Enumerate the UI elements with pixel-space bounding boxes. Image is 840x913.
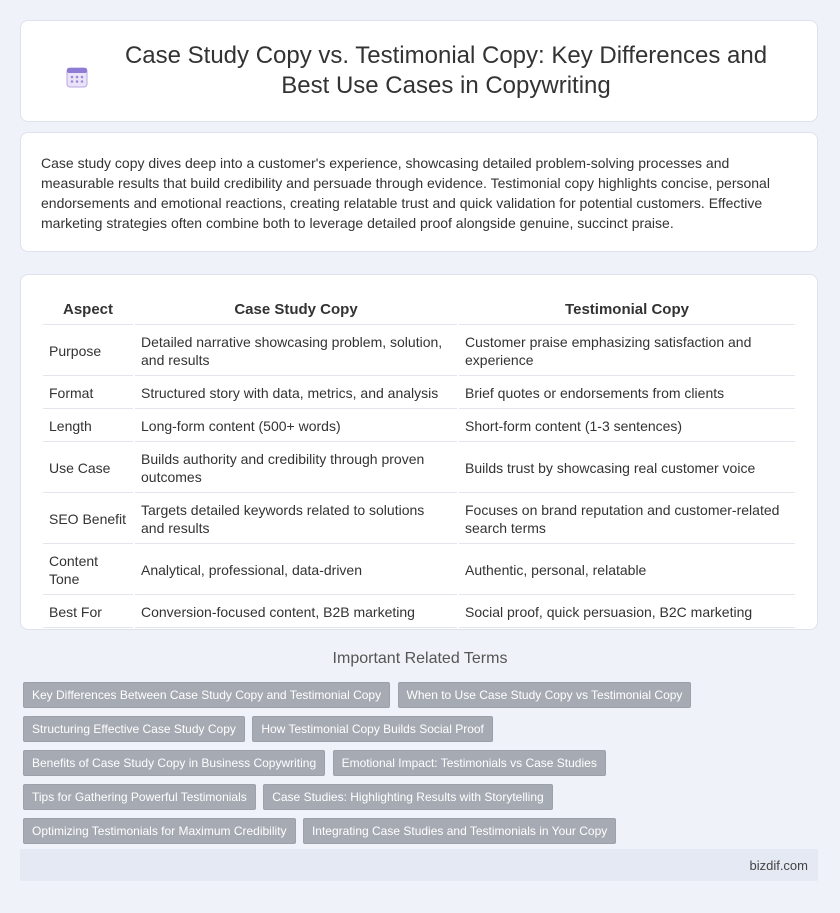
cell-testimonial: Builds trust by showcasing real customer voice (459, 444, 795, 493)
related-tags (23, 682, 803, 852)
comparison-card (20, 274, 818, 630)
table-row (43, 411, 795, 442)
header-testimonial: Testimonial Copy (459, 295, 795, 325)
cell-testimonial: Social proof, quick persuasion, B2C marketing (459, 597, 795, 628)
cell-testimonial: Brief quotes or endorsements from clients (459, 378, 795, 409)
table-row (43, 546, 795, 595)
intro-card (20, 132, 818, 252)
cell-case-study: Builds authority and credibility through proven outcomes (135, 444, 457, 493)
comparison-table (41, 293, 797, 630)
related-tag[interactable]: Case Studies: Highlighting Results with Storytelling (263, 784, 552, 810)
cell-case-study: Targets detailed keywords related to solutions and results (135, 495, 457, 544)
cell-testimonial: Authentic, personal, relatable (459, 546, 795, 595)
title-card (20, 20, 818, 122)
cell-aspect: Length (43, 411, 133, 442)
cell-testimonial: Short-form content (1-3 sentences) (459, 411, 795, 442)
table-row (43, 327, 795, 376)
related-tag[interactable]: Key Differences Between Case Study Copy and Testimonial Copy (23, 682, 390, 708)
table-row (43, 378, 795, 409)
related-tag[interactable]: Structuring Effective Case Study Copy (23, 716, 245, 742)
table-row (43, 597, 795, 628)
cell-aspect: Format (43, 378, 133, 409)
cell-case-study: Analytical, professional, data-driven (135, 546, 457, 595)
footer-site[interactable]: bizdif.com (749, 858, 808, 873)
cell-case-study: Long-form content (500+ words) (135, 411, 457, 442)
table-row (43, 444, 795, 493)
header-aspect: Aspect (43, 295, 133, 325)
related-terms-title: Important Related Terms (332, 650, 508, 667)
related-tag[interactable]: Optimizing Testimonials for Maximum Credibility (23, 818, 296, 844)
table-row (43, 495, 795, 544)
related-tag[interactable]: Benefits of Case Study Copy in Business Copywriting (23, 750, 325, 776)
related-tag[interactable]: Integrating Case Studies and Testimonials in Your Copy (303, 818, 616, 844)
cell-aspect: Content Tone (43, 546, 133, 595)
footer (20, 849, 818, 881)
cell-aspect: SEO Benefit (43, 495, 133, 544)
related-tag[interactable]: Emotional Impact: Testimonials vs Case Studies (333, 750, 606, 776)
cell-testimonial: Focuses on brand reputation and customer-related search terms (459, 495, 795, 544)
cell-case-study: Structured story with data, metrics, and analysis (135, 378, 457, 409)
cell-aspect: Use Case (43, 444, 133, 493)
related-tag[interactable]: Tips for Gathering Powerful Testimonials (23, 784, 256, 810)
related-tag[interactable]: When to Use Case Study Copy vs Testimonial Copy (398, 682, 692, 708)
table-header-row (43, 295, 795, 325)
cell-case-study: Conversion-focused content, B2B marketing (135, 597, 457, 628)
cell-case-study: Detailed narrative showcasing problem, solution, and results (135, 327, 457, 376)
page-title: Case Study Copy vs. Testimonial Copy: Key Differences and Best Use Cases in Copywriting (124, 42, 768, 99)
cell-aspect: Purpose (43, 327, 133, 376)
intro-paragraph: Case study copy dives deep into a customer's experience, showcasing detailed problem-solving processes and measurable results that build credibility and persuade through evidence. Testimonial copy highlights concise, personal endorsements and emotional reactions, creating relatable trust and quick validation for potential customers. Effective marketing strategies often combine both to leverage detailed proof alongside genuine, succinct praise. (41, 155, 770, 231)
cell-aspect: Best For (43, 597, 133, 628)
related-tag[interactable]: How Testimonial Copy Builds Social Proof (252, 716, 493, 742)
header-case-study: Case Study Copy (135, 295, 457, 325)
cell-testimonial: Customer praise emphasizing satisfaction and experience (459, 327, 795, 376)
calendar-icon (65, 65, 89, 89)
